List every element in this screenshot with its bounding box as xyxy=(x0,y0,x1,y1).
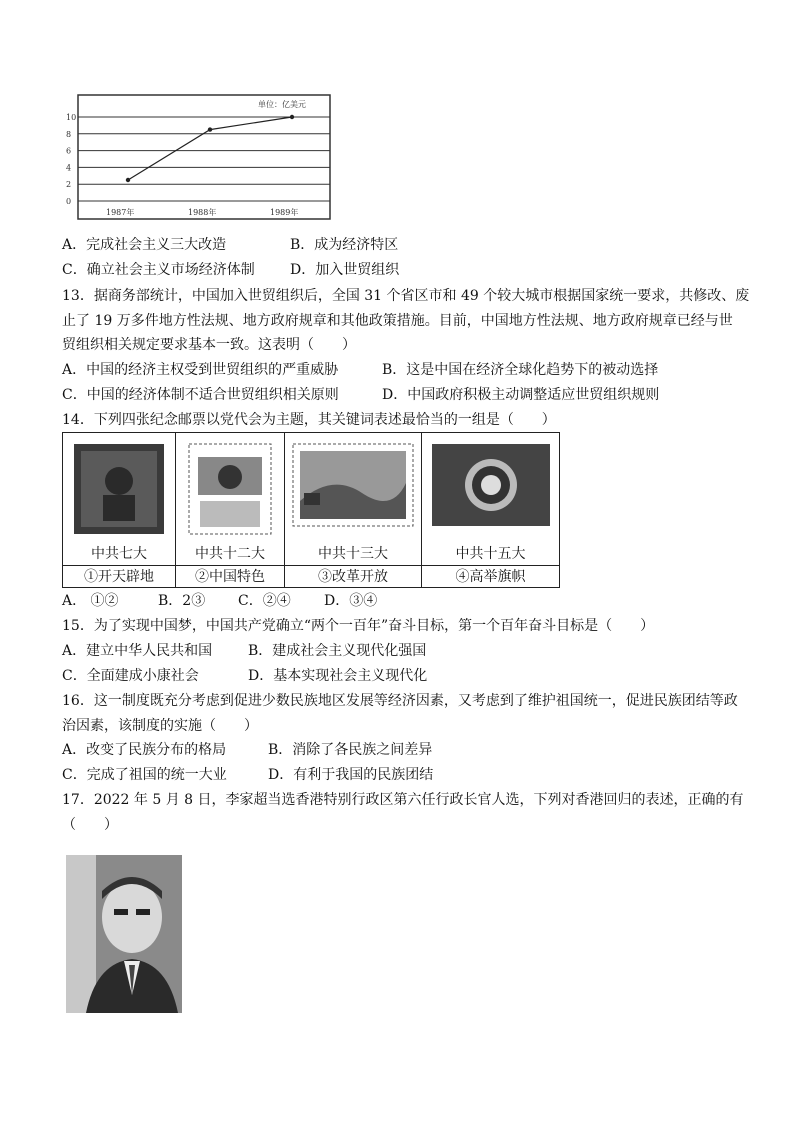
q15-option-a: A．建立中华人民共和国 xyxy=(62,643,213,659)
stamp-keyword: ④高举旗帜 xyxy=(422,565,560,587)
chart-x-tick-label: 1987年 xyxy=(106,208,135,217)
q12-option-a: A．完成社会主义三大改造 xyxy=(62,237,227,253)
stamp-name: 中共七大 xyxy=(91,545,147,562)
q13-option-d: D．中国政府积极主动调整适应世贸组织规则 xyxy=(382,387,660,403)
q13-option-b: B．这是中国在经济全球化趋势下的被动选择 xyxy=(382,362,659,378)
stamp-12th-image xyxy=(188,443,272,535)
q12-option-c: C．确立社会主义市场经济体制 xyxy=(62,262,255,278)
q13-stem-line-2: 止了 19 万多件地方性法规、地方政府规章和其他政策措施。目前，中国地方性法规、地方政府规章已经与世 xyxy=(62,313,733,329)
chart-y-tick-label: 8 xyxy=(66,129,72,139)
q12-option-b: B．成为经济特区 xyxy=(290,237,399,253)
q16-stem-line-2: 治因素，该制度的实施（ ） xyxy=(62,718,258,734)
q16-option-d: D．有利于我国的民族团结 xyxy=(268,767,434,783)
q14-stem: 14．下列四张纪念邮票以党代会为主题，其关键词表述最恰当的一组是（ ） xyxy=(62,412,556,428)
chart-y-tick-label: 6 xyxy=(66,146,72,156)
stamp-cell-7th xyxy=(63,433,176,566)
q16-option-a: A．改变了民族分布的格局 xyxy=(62,742,227,758)
q13-stem-line-3: 贸组织相关规定要求基本一致。这表明（ ） xyxy=(62,337,356,353)
q14-option-b: B．2③ xyxy=(158,593,206,609)
chart-y-tick-label: 10 xyxy=(66,113,77,122)
chart-x-tick-label: 1988年 xyxy=(188,208,217,217)
chart-data-point xyxy=(290,115,294,119)
chart-frame xyxy=(78,95,330,219)
chart-y-tick-label: 4 xyxy=(66,163,72,173)
chart-canvas xyxy=(62,93,334,223)
q14-option-c: C．②④ xyxy=(238,593,291,609)
export-line-chart xyxy=(62,93,334,223)
q13-option-c: C．中国的经济体制不适合世贸组织相关原则 xyxy=(62,387,339,403)
chart-data-point xyxy=(208,127,212,131)
chart-data-point xyxy=(126,178,130,182)
q16-option-c: C．完成了祖国的统一大业 xyxy=(62,767,227,783)
q15-option-c: C．全面建成小康社会 xyxy=(62,668,199,684)
stamp-cell-12th xyxy=(176,433,285,566)
stamp-name: 中共十五大 xyxy=(455,545,526,562)
q13-option-a: A．中国的经济主权受到世贸组织的严重威胁 xyxy=(62,362,339,378)
chart-unit-label: 单位：亿美元 xyxy=(258,100,306,109)
stamp-15th-image xyxy=(431,443,551,527)
chart-y-tick-label: 2 xyxy=(66,180,72,190)
q15-stem: 15．为了实现中国梦，中国共产党确立“两个一百年”奋斗目标，第一个百年奋斗目标是（ ） xyxy=(62,618,655,634)
stamp-13th-image xyxy=(292,443,414,527)
chart-y-tick-label: 0 xyxy=(66,197,72,206)
q16-stem-line-1: 16．这一制度既充分考虑到促进少数民族地区发展等经济因素，又考虑到了维护祖国统一，促进民族团结等政 xyxy=(62,693,738,709)
q12-option-d: D．加入世贸组织 xyxy=(290,262,400,278)
stamp-table xyxy=(62,432,560,588)
stamp-cell-15th xyxy=(422,433,560,566)
stamp-name: 中共十三大 xyxy=(318,545,388,562)
chart-x-tick-label: 1989年 xyxy=(270,208,299,217)
q15-option-b: B．建成社会主义现代化强国 xyxy=(248,643,427,659)
stamp-keyword: ③改革开放 xyxy=(285,565,422,587)
portrait-photo xyxy=(66,855,182,1013)
stamp-7th-image xyxy=(73,443,165,535)
q14-option-a: A． ①② xyxy=(62,593,119,609)
q14-option-d: D．③④ xyxy=(324,593,378,609)
stamp-keyword: ②中国特色 xyxy=(176,565,285,587)
q13-stem-line-1: 13．据商务部统计，中国加入世贸组织后，全国 31 个省区市和 49 个较大城市根据国家统一要求，共修改、废 xyxy=(62,288,750,304)
q15-option-d: D．基本实现社会主义现代化 xyxy=(248,668,428,684)
stamp-cell-13th xyxy=(285,433,422,566)
stamp-keyword: ①开天辟地 xyxy=(63,565,176,587)
q17-stem-line-2: （ ） xyxy=(62,817,118,833)
stamp-name: 中共十二大 xyxy=(195,545,265,562)
q16-option-b: B．消除了各民族之间差异 xyxy=(268,742,433,758)
q17-stem-line-1: 17．2022 年 5 月 8 日，李家超当选香港特别行政区第六任行政长官人选，下列对香港回归的表述，正确的有 xyxy=(62,792,744,808)
